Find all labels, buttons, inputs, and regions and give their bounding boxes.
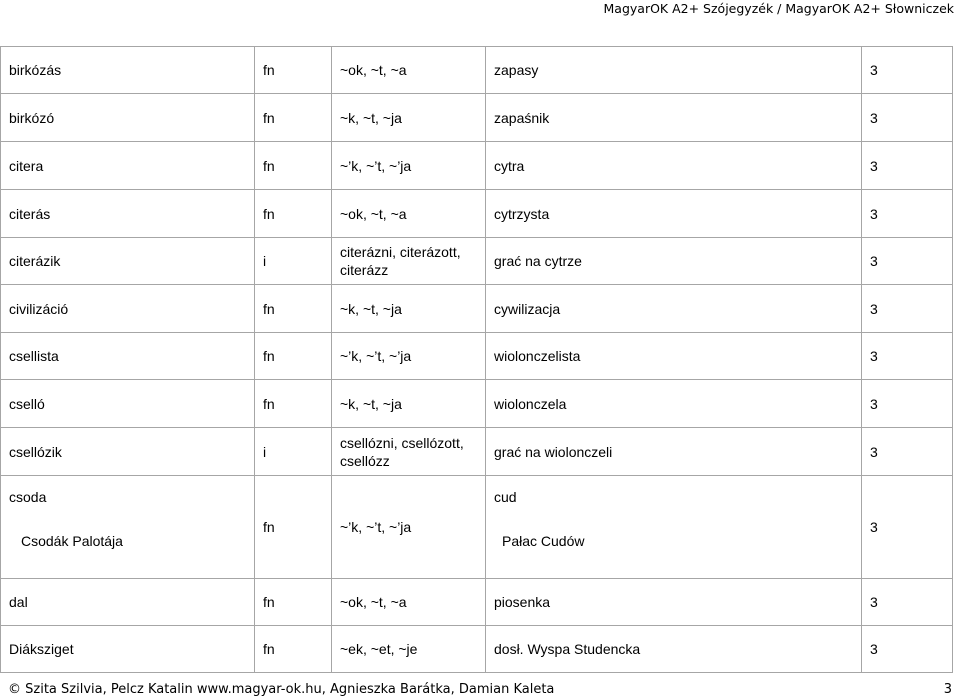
word-forms: ~ok, ~t, ~a: [332, 579, 486, 626]
table-row: [1, 142, 953, 190]
part-of-speech: fn: [255, 285, 332, 333]
part-of-speech: i: [255, 428, 332, 476]
level: 3: [862, 142, 953, 190]
page-number: 3: [943, 682, 952, 697]
level: 3: [862, 626, 953, 673]
word-forms: ~ek, ~et, ~je: [332, 626, 486, 673]
polish-translation: grać na wiolonczeli: [486, 428, 862, 476]
hungarian-word: citerás: [1, 190, 255, 238]
hungarian-example: Csodák Palotája: [21, 533, 123, 549]
table-row: [1, 238, 953, 285]
polish-translation: cywilizacja: [486, 285, 862, 333]
hungarian-word: cselló: [1, 380, 255, 428]
part-of-speech: fn: [255, 579, 332, 626]
hungarian-word: citera: [1, 142, 255, 190]
table-row: [1, 285, 953, 333]
part-of-speech: fn: [255, 190, 332, 238]
hungarian-word: csoda: [9, 489, 47, 505]
table-row: [1, 476, 953, 579]
level: 3: [862, 476, 953, 579]
word-forms: ~’k, ~’t, ~’ja: [332, 333, 486, 380]
footer-credits: © Szita Szilvia, Pelcz Katalin www.magyar-ok.hu, Agnieszka Barátka, Damian Kaleta: [8, 682, 555, 697]
part-of-speech: fn: [255, 94, 332, 142]
word-forms: ~ok, ~t, ~a: [332, 47, 486, 94]
table-row: [1, 626, 953, 673]
polish-translation: grać na cytrze: [486, 238, 862, 285]
level: 3: [862, 380, 953, 428]
part-of-speech: fn: [255, 626, 332, 673]
level: 3: [862, 94, 953, 142]
word-forms: ~ok, ~t, ~a: [332, 190, 486, 238]
part-of-speech: fn: [255, 47, 332, 94]
hungarian-word: csellista: [1, 333, 255, 380]
level: 3: [862, 579, 953, 626]
level: 3: [862, 238, 953, 285]
part-of-speech: fn: [255, 380, 332, 428]
level: 3: [862, 47, 953, 94]
hungarian-word: dal: [1, 579, 255, 626]
hungarian-word: birkózás: [1, 47, 255, 94]
table-row: [1, 190, 953, 238]
table-row: [1, 380, 953, 428]
polish-translation: cytrzysta: [486, 190, 862, 238]
polish-translation: wiolonczela: [486, 380, 862, 428]
hungarian-word: birkózó: [1, 94, 255, 142]
word-forms: ~k, ~t, ~ja: [332, 380, 486, 428]
part-of-speech: fn: [255, 333, 332, 380]
part-of-speech: fn: [255, 476, 332, 579]
table-row: [1, 428, 953, 476]
word-forms: ~k, ~t, ~ja: [332, 94, 486, 142]
page-footer: [8, 681, 952, 699]
hungarian-word: civilizáció: [1, 285, 255, 333]
table-row: [1, 579, 953, 626]
part-of-speech: i: [255, 238, 332, 285]
polish-translation: cud: [494, 489, 517, 505]
part-of-speech: fn: [255, 142, 332, 190]
polish-translation: wiolonczelista: [486, 333, 862, 380]
word-forms: ~’k, ~’t, ~’ja: [332, 476, 486, 579]
word-forms: citerázni, citerázott, citerázz: [332, 238, 486, 285]
hungarian-word: Diáksziget: [1, 626, 255, 673]
polish-example: Pałac Cudów: [502, 533, 585, 549]
table-row: [1, 94, 953, 142]
word-forms: csellózni, csellózott, csellózz: [332, 428, 486, 476]
polish-translation: zapaśnik: [486, 94, 862, 142]
polish-translation-cell: [486, 476, 862, 579]
word-forms: ~’k, ~’t, ~’ja: [332, 142, 486, 190]
polish-translation: dosł. Wyspa Studencka: [486, 626, 862, 673]
polish-translation: piosenka: [486, 579, 862, 626]
page-header-title: MagyarOK A2+ Szójegyzék / MagyarOK A2+ Słowniczek: [603, 1, 954, 16]
level: 3: [862, 428, 953, 476]
table-row: [1, 333, 953, 380]
polish-translation: zapasy: [486, 47, 862, 94]
level: 3: [862, 333, 953, 380]
hungarian-word: csellózik: [1, 428, 255, 476]
hungarian-word-cell: [1, 476, 255, 579]
level: 3: [862, 190, 953, 238]
hungarian-word: citerázik: [1, 238, 255, 285]
polish-translation: cytra: [486, 142, 862, 190]
level: 3: [862, 285, 953, 333]
table-row: [1, 47, 953, 94]
word-forms: ~k, ~t, ~ja: [332, 285, 486, 333]
vocabulary-table: [0, 46, 953, 673]
